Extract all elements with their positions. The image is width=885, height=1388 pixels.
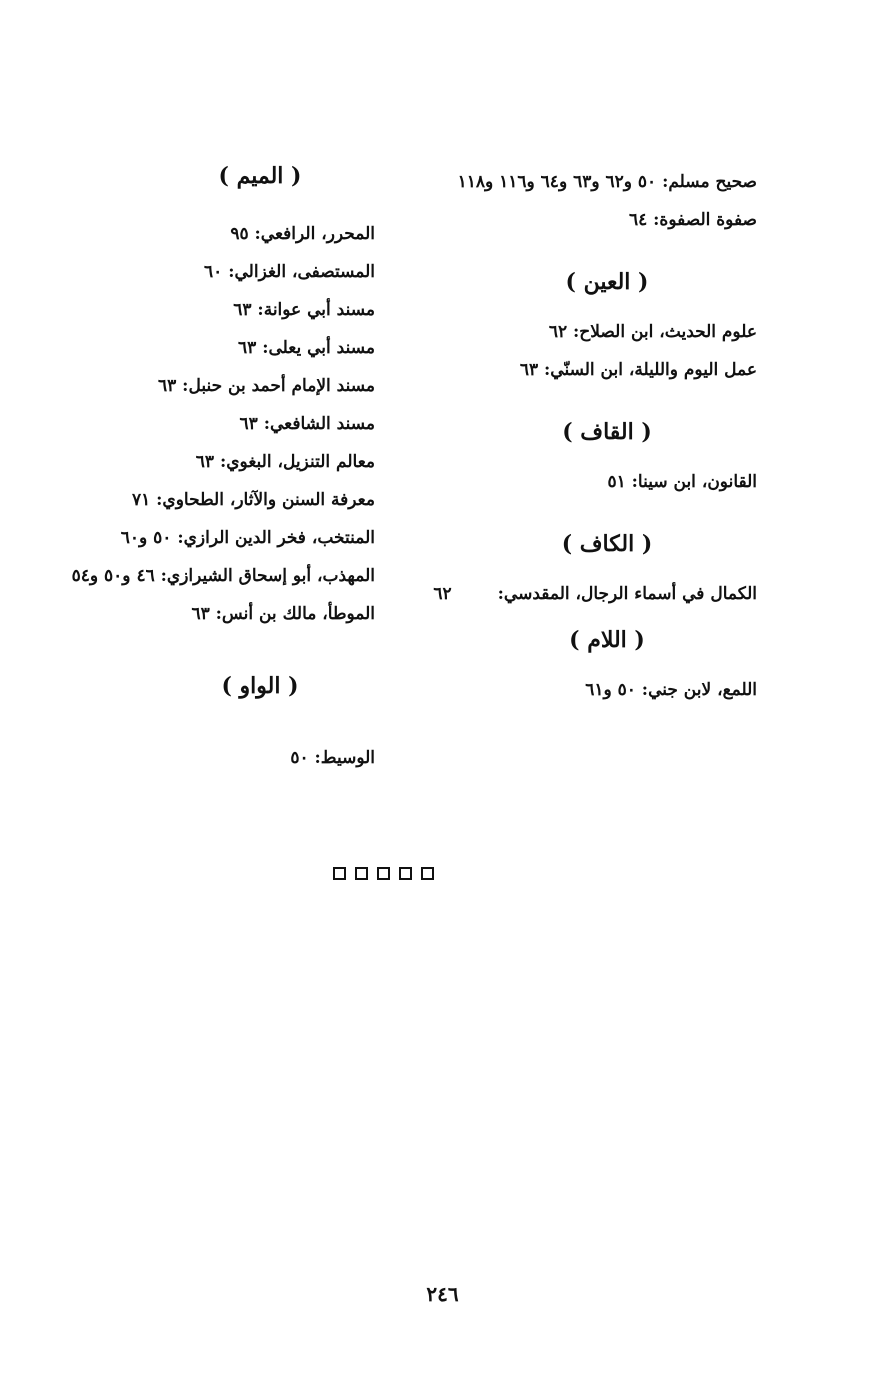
index-entry: المهذب، أبو إسحاق الشيرازي: ٤٦ و٥٠ و٥٤ bbox=[71, 566, 375, 586]
separator-square-icon bbox=[399, 867, 412, 880]
right-column bbox=[417, 163, 757, 709]
index-entry: مسند الشافعي: ٦٣ bbox=[239, 414, 375, 434]
section-heading-ain: ( العين ) bbox=[565, 269, 649, 295]
index-entry: عمل اليوم والليلة، ابن السنّي: ٦٣ bbox=[519, 360, 757, 380]
index-entry: معالم التنزيل، البغوي: ٦٣ bbox=[195, 452, 375, 472]
index-entry: القانون، ابن سينا: ٥١ bbox=[607, 472, 757, 492]
separator-square-icon bbox=[333, 867, 346, 880]
index-entry: المحرر، الرافعي: ٩٥ bbox=[230, 224, 375, 244]
section-heading-lam: ( اللام ) bbox=[569, 627, 645, 653]
index-entry: معرفة السنن والآثار، الطحاوي: ٧١ bbox=[131, 490, 375, 510]
page-number: ٢٤٦ bbox=[426, 1282, 459, 1306]
index-entry: مسند الإمام أحمد بن حنبل: ٦٣ bbox=[158, 376, 375, 396]
section-separator bbox=[333, 867, 434, 880]
index-entry bbox=[417, 575, 757, 613]
index-entry: علوم الحديث، ابن الصلاح: ٦٢ bbox=[548, 322, 757, 342]
section-heading-mim: ( الميم ) bbox=[218, 163, 302, 189]
index-entry: اللمع، لابن جني: ٥٠ و٦١ bbox=[585, 680, 757, 700]
separator-square-icon bbox=[355, 867, 368, 880]
index-entry: المنتخب، فخر الدين الرازي: ٥٠ و٦٠ bbox=[120, 528, 375, 548]
index-entry: صفوة الصفوة: ٦٤ bbox=[628, 210, 757, 230]
index-entry: المستصفى، الغزالي: ٦٠ bbox=[204, 262, 375, 282]
section-heading-kaf: ( الكاف ) bbox=[561, 531, 653, 557]
index-entry: مسند أبي عوانة: ٦٣ bbox=[233, 300, 375, 320]
index-entry: الوسيط: ٥٠ bbox=[290, 748, 375, 768]
left-column bbox=[45, 163, 375, 777]
index-entry: صحيح مسلم: ٥٠ و٦٢ و٦٣ و٦٤ و١١٦ و١١٨ bbox=[457, 172, 757, 192]
index-entry: الموطأ، مالك بن أنس: ٦٣ bbox=[191, 604, 375, 624]
separator-square-icon bbox=[421, 867, 434, 880]
index-entry: مسند أبي يعلى: ٦٣ bbox=[238, 338, 375, 358]
index-entry-page: ٦٢ bbox=[433, 584, 452, 604]
separator-square-icon bbox=[377, 867, 390, 880]
section-heading-waw: ( الواو ) bbox=[221, 673, 299, 699]
index-entry-title: الكمال في أسماء الرجال، المقدسي: bbox=[497, 584, 757, 604]
section-heading-qaf: ( القاف ) bbox=[562, 419, 652, 445]
